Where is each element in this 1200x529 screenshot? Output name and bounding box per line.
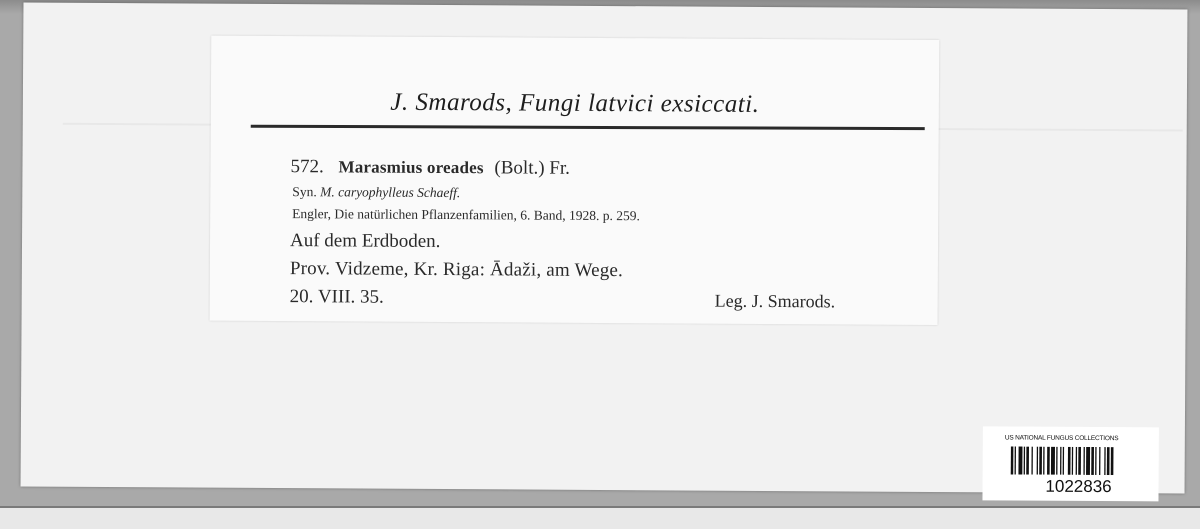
synonym-prefix: Syn.	[292, 184, 317, 200]
collector-line: Leg. J. Smarods.	[714, 290, 836, 312]
specimen-label	[210, 36, 940, 325]
species-line	[290, 156, 570, 180]
species-author: (Bolt.) Fr.	[494, 157, 571, 179]
title-underline	[251, 125, 925, 130]
exsiccata-number: 572.	[290, 156, 324, 178]
adjacent-sheet-edge	[0, 506, 1200, 529]
synonym-line	[292, 184, 460, 201]
collection-date: 20. VIII. 35.	[289, 286, 384, 308]
locality-line: Prov. Vidzeme, Kr. Riga: Ādaži, am Wege.	[289, 258, 624, 282]
label-title: J. Smarods, Fungi latvici exsiccati.	[390, 88, 760, 118]
synonym-name: M. caryophylleus Schaeff.	[320, 184, 461, 201]
species-name: Marasmius oreades	[338, 157, 484, 178]
barcode-image	[1011, 446, 1147, 475]
barcode-institution: US NATIONAL FUNGUS COLLECTIONS	[1004, 434, 1119, 443]
reference-line: Engler, Die natürlichen Pflanzenfamilien, 6. Band, 1928. p. 259.	[292, 206, 640, 224]
barcode-label	[982, 426, 1158, 501]
herbarium-sheet	[21, 2, 1188, 497]
habitat-line: Auf dem Erdboden.	[289, 230, 441, 253]
barcode-number: 1022836	[1045, 476, 1112, 497]
